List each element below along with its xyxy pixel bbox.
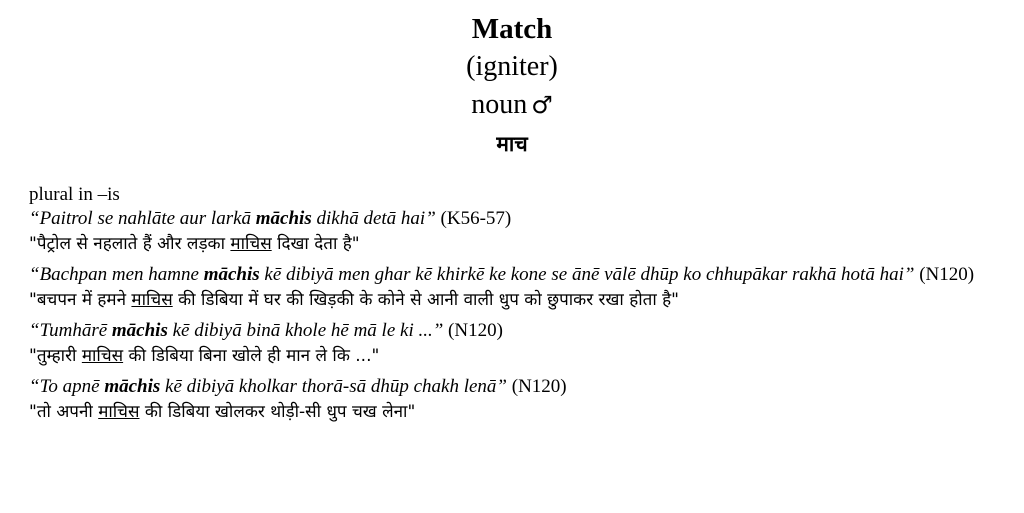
- plural-note: plural in –is: [29, 184, 120, 205]
- entry-pos: noun: [471, 89, 528, 120]
- hindi-keyword: माचिस: [131, 290, 173, 310]
- keyword: māchis: [255, 208, 312, 229]
- entry-header: [0, 10, 1024, 162]
- open-quote: “: [29, 264, 40, 285]
- hindi-text: की डिबिया खोलकर थोड़ी-सी धुप चख लेना": [139, 402, 416, 422]
- translit-text: Paitrol se nahlāte aur larkā: [39, 208, 256, 229]
- hindi-text: "पैट्रोल से नहलाते हैं और लड़का: [29, 234, 231, 254]
- source-ref: (K56-57): [435, 208, 512, 229]
- entry-title: Match: [471, 13, 553, 45]
- hindi-text: "बचपन में हमने: [29, 290, 132, 310]
- example-hindi: [29, 399, 1004, 425]
- example-transliteration: [29, 207, 1004, 231]
- translit-text: Tumhārē: [39, 320, 112, 341]
- close-quote: ”: [432, 320, 444, 341]
- close-quote: ”: [903, 264, 915, 285]
- entry-pos-line: [0, 86, 1024, 124]
- hindi-keyword: माचिस: [98, 402, 140, 422]
- keyword: māchis: [111, 320, 168, 341]
- example-transliteration: [29, 319, 1004, 343]
- close-quote: ”: [425, 208, 436, 229]
- entry-hindi-headword: माच: [496, 132, 528, 156]
- keyword: māchis: [104, 376, 161, 397]
- translit-text: Bachpan men hamne: [39, 264, 204, 285]
- source-ref: (N120): [443, 320, 503, 341]
- open-quote: “: [29, 208, 40, 229]
- male-gender-icon: ♂: [531, 91, 553, 119]
- hindi-text: दिखा देता है": [271, 234, 360, 254]
- example-hindi: [29, 343, 1004, 369]
- hindi-text: की डिबिया में घर की खिड़की के कोने से आनी वाली धुप को छुपाकर रखा होता है": [172, 290, 679, 310]
- example-hindi: [29, 287, 1004, 313]
- hindi-text: की डिबिया बिना खोले ही मान ले कि ...": [123, 346, 380, 366]
- hindi-keyword: माचिस: [230, 234, 272, 254]
- translit-text: kē dibiyā kholkar thorā-sā dhūp chakh lenā: [160, 376, 497, 397]
- example-transliteration: [29, 263, 1004, 287]
- source-ref: (N120): [914, 264, 975, 285]
- translit-text: To apnē: [39, 376, 105, 397]
- source-ref: (N120): [507, 376, 567, 397]
- example-hindi: [29, 231, 1004, 257]
- close-quote: ”: [496, 376, 507, 397]
- example-transliteration: [29, 375, 1004, 399]
- open-quote: “: [29, 320, 40, 341]
- entry-gloss: (igniter): [466, 51, 558, 82]
- hindi-text: "तो अपनी: [29, 402, 99, 422]
- hindi-keyword: माचिस: [81, 346, 124, 366]
- keyword: māchis: [203, 264, 260, 285]
- entry-body: [29, 183, 1004, 425]
- translit-text: kē dibiyā binā khole hē mā le ki ...: [167, 320, 433, 341]
- hindi-text: "तुम्हारी: [29, 346, 82, 366]
- open-quote: “: [29, 376, 40, 397]
- translit-text: kē dibiyā men ghar kē khirkē ke kone se ānē vālē dhūp ko chhupākar rakhā hotā hai: [259, 264, 904, 285]
- translit-text: dikhā detā hai: [311, 208, 426, 229]
